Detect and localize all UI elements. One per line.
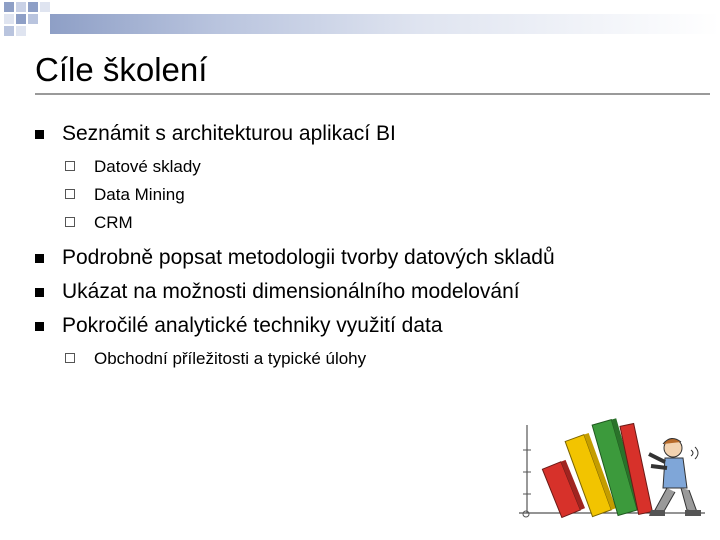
bullet-text: Seznámit s architekturou aplikací BI — [62, 122, 396, 145]
sub-bullet-text: Obchodní příležitosti a typické úlohy — [94, 349, 367, 368]
decor-square — [4, 26, 14, 36]
decor-square — [28, 2, 38, 12]
decor-square — [16, 14, 26, 24]
hollow-square-bullet-icon — [65, 161, 75, 171]
title-divider — [35, 93, 710, 95]
header-gradient-bar — [50, 14, 720, 34]
header-decoration — [0, 0, 720, 40]
square-bullet-icon — [35, 288, 44, 297]
bullet-text: Ukázat na možnosti dimensionálního modelování — [62, 280, 520, 303]
square-bullet-icon — [35, 254, 44, 263]
decor-square — [4, 14, 14, 24]
square-bullet-icon — [35, 130, 44, 139]
square-bullet-icon — [35, 322, 44, 331]
bullet-text: Pokročilé analytické techniky využití data — [62, 314, 443, 337]
decor-square — [16, 26, 26, 36]
hollow-square-bullet-icon — [65, 189, 75, 199]
bullet-text: Podrobně popsat metodologii tvorby datových skladů — [62, 246, 555, 269]
hollow-square-bullet-icon — [65, 353, 75, 363]
hollow-square-bullet-icon — [65, 217, 75, 227]
sub-bullet-text: Data Mining — [94, 185, 185, 204]
person-pushing-falling-bars-clipart — [505, 410, 710, 530]
decor-square — [16, 2, 26, 12]
decor-square — [40, 2, 50, 12]
decor-square — [28, 14, 38, 24]
decor-square — [4, 2, 14, 12]
sub-bullet-text: Datové sklady — [94, 157, 201, 176]
slide-title: Cíle školení — [35, 51, 208, 88]
sub-bullet-text: CRM — [94, 213, 133, 232]
